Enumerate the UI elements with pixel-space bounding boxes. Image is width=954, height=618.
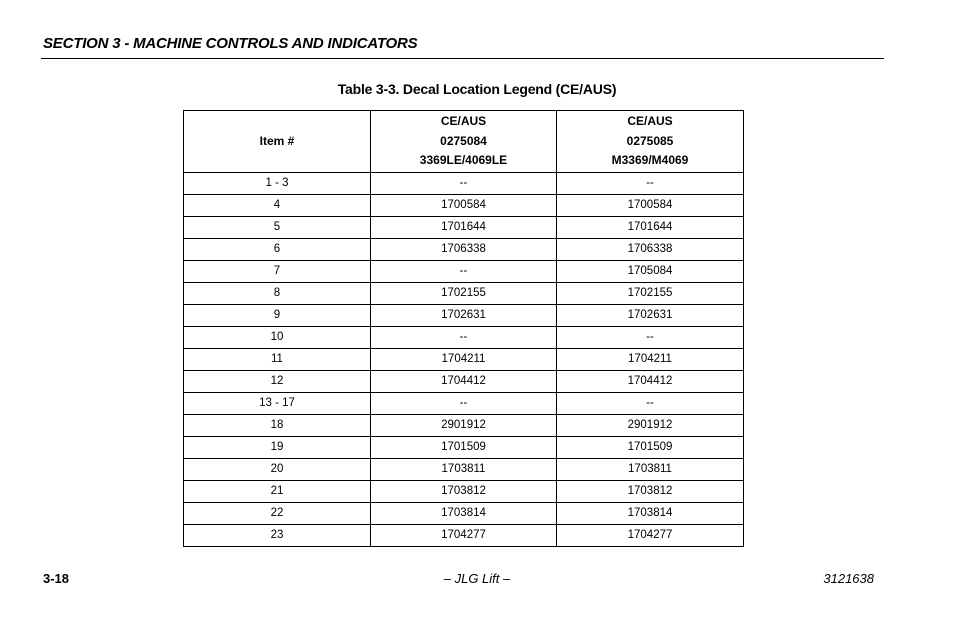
decal-location-legend-table (183, 110, 744, 547)
decal-cell-0275084: 1704412 (371, 371, 557, 393)
table-row (184, 503, 744, 525)
footer-center-text: – JLG Lift – (443, 571, 511, 586)
section-title: SECTION 3 - MACHINE CONTROLS AND INDICATORS (43, 35, 418, 52)
table-row (184, 525, 744, 547)
decal-cell-0275084: 1703812 (371, 481, 557, 503)
decal-cell-0275084: 1700584 (371, 195, 557, 217)
table-row (184, 327, 744, 349)
decal-cell-0275085: 2901912 (557, 415, 744, 437)
item-cell: 7 (184, 261, 371, 283)
header-divider (41, 58, 884, 59)
item-cell: 11 (184, 349, 371, 371)
table-row (184, 349, 744, 371)
table-row (184, 173, 744, 195)
decal-cell-0275084: 1703811 (371, 459, 557, 481)
header-cell-item (184, 111, 371, 173)
decal-cell-0275084: -- (371, 261, 557, 283)
decal-cell-0275084: 1702155 (371, 283, 557, 305)
page-number: 3-18 (43, 571, 70, 586)
header-line: 3369LE/4069LE (419, 153, 508, 168)
table-caption: Table 3-3. Decal Location Legend (CE/AUS) (337, 81, 617, 97)
decal-cell-0275085: 1700584 (557, 195, 744, 217)
table-row (184, 415, 744, 437)
table-row (184, 239, 744, 261)
decal-cell-0275085: 1702155 (557, 283, 744, 305)
decal-cell-0275085: 1705084 (557, 261, 744, 283)
decal-cell-0275084: 1703814 (371, 503, 557, 525)
decal-cell-0275084: 1704211 (371, 349, 557, 371)
header-cell-0275084 (371, 111, 557, 173)
item-cell: 4 (184, 195, 371, 217)
item-cell: 8 (184, 283, 371, 305)
decal-cell-0275085: -- (557, 393, 744, 415)
document-number: 3121638 (823, 571, 874, 586)
header-line: 0275085 (626, 133, 674, 148)
decal-cell-0275085: 1701644 (557, 217, 744, 239)
item-cell: 5 (184, 217, 371, 239)
item-cell: 9 (184, 305, 371, 327)
decal-cell-0275085: 1704277 (557, 525, 744, 547)
decal-cell-0275084: 1701644 (371, 217, 557, 239)
table-row (184, 437, 744, 459)
decal-cell-0275084: 1702631 (371, 305, 557, 327)
decal-cell-0275085: 1702631 (557, 305, 744, 327)
header-line: CE/AUS (627, 114, 673, 129)
table-row (184, 283, 744, 305)
table-header-row (184, 111, 744, 173)
decal-cell-0275084: -- (371, 173, 557, 195)
item-cell: 10 (184, 327, 371, 349)
decal-cell-0275085: 1703812 (557, 481, 744, 503)
decal-cell-0275084: -- (371, 393, 557, 415)
decal-cell-0275085: -- (557, 327, 744, 349)
table-row (184, 481, 744, 503)
header-line: M3369/M4069 (611, 153, 689, 168)
table-row (184, 217, 744, 239)
item-cell: 12 (184, 371, 371, 393)
decal-cell-0275085: 1703811 (557, 459, 744, 481)
item-cell: 18 (184, 415, 371, 437)
header-line: 0275084 (440, 133, 487, 148)
decal-cell-0275085: 1701509 (557, 437, 744, 459)
decal-cell-0275084: 1706338 (371, 239, 557, 261)
decal-cell-0275085: 1703814 (557, 503, 744, 525)
table-row (184, 459, 744, 481)
header-line: Item # (259, 133, 295, 148)
decal-cell-0275084: 2901912 (371, 415, 557, 437)
header-line: CE/AUS (440, 114, 487, 129)
item-cell: 23 (184, 525, 371, 547)
table-row (184, 195, 744, 217)
decal-cell-0275085: 1706338 (557, 239, 744, 261)
table-row (184, 393, 744, 415)
item-cell: 22 (184, 503, 371, 525)
item-cell: 1 - 3 (184, 173, 371, 195)
table-row (184, 371, 744, 393)
decal-cell-0275084: -- (371, 327, 557, 349)
decal-cell-0275084: 1701509 (371, 437, 557, 459)
decal-cell-0275085: -- (557, 173, 744, 195)
item-cell: 6 (184, 239, 371, 261)
item-cell: 13 - 17 (184, 393, 371, 415)
header-cell-0275085 (557, 111, 744, 173)
item-cell: 21 (184, 481, 371, 503)
item-cell: 20 (184, 459, 371, 481)
decal-cell-0275084: 1704277 (371, 525, 557, 547)
decal-cell-0275085: 1704211 (557, 349, 744, 371)
item-cell: 19 (184, 437, 371, 459)
table-row (184, 261, 744, 283)
decal-cell-0275085: 1704412 (557, 371, 744, 393)
table-row (184, 305, 744, 327)
